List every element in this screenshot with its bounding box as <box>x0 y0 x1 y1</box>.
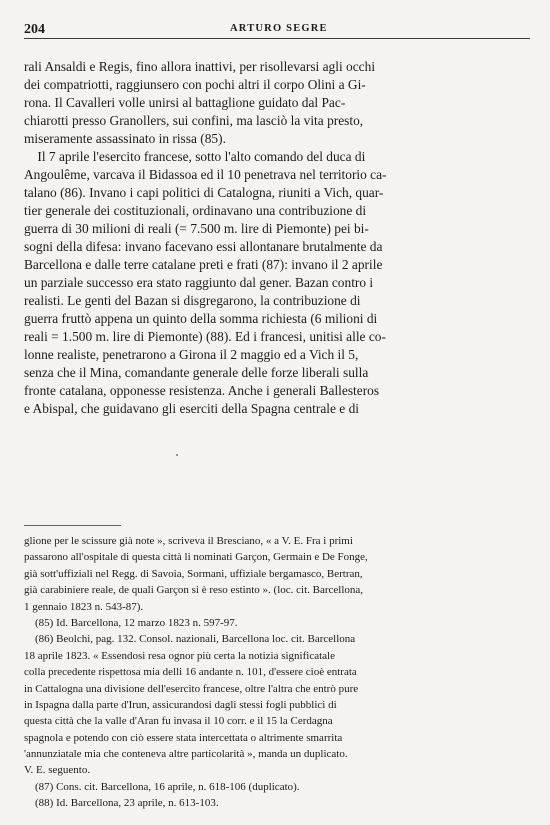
page-header <box>24 20 530 39</box>
text-line: fronte catalana, opponesse resistenza. Anche i generali Ballesteros <box>24 383 380 398</box>
text-line: miseramente assassinato in rissa (85). <box>24 131 226 146</box>
text-line: Barcellona e dalle terre catalane preti e frati (87): invano il 2 aprile <box>24 257 383 272</box>
footnote-line: in Ispagna dalla parte d'Irun, assicurandosi dagli stessi fogli pubblici di <box>24 698 337 711</box>
text-line: e Abispal, che guidavano gli eserciti della Spagna centrale e di <box>24 401 360 416</box>
text-line: Angoulême, varcava il Bidassoa ed il 10 penetrava nel territorio ca- <box>24 167 387 182</box>
footnote-line: questa città che la valle d'Aran fu invasa il 10 corr. e il 15 la Cerdagna <box>24 715 333 728</box>
footnotes <box>24 533 530 812</box>
text-line: sogni della difesa: invano facevano essi allontanare brutalmente da <box>24 239 383 254</box>
running-head: ARTURO SEGRE <box>230 23 328 34</box>
text-line: guerra fruttò appena un quinto della somma richiesta (6 milioni di <box>24 311 378 326</box>
text-line: talano (86). Invano i capi politici di Catalogna, riuniti a Vich, quar- <box>24 185 384 200</box>
text-line: Il 7 aprile l'esercito francese, sotto l'alto comando del duca di <box>24 149 366 164</box>
text-line: tier generale dei costituzionali, ordinavano una contribuzione di <box>24 203 367 218</box>
footnote-line: in Cattalogna una divisione dell'esercito francese, oltre l'altra che entrò pure <box>24 682 359 695</box>
footnote-line: 1 gennaio 1823 n. 543-87). <box>24 600 144 613</box>
text-line: senza che il Mina, comandante generale delle forze liberali sulla <box>24 365 369 380</box>
footnote-rule <box>24 525 121 526</box>
text-line: rona. Il Cavalleri volle unirsi al battaglione guidato dal Pac- <box>24 95 346 110</box>
footnote-line: già carabiniere reale, de quali Garçon si è reso estinto ». (loc. cit. Barcellona, <box>24 584 364 597</box>
footnote-line: già sott'uffiziali nel Regg. di Savoia, Sormani, uffiziale bergamasco, Bertran, <box>24 567 363 580</box>
footnote-line: passarono all'ospitale di questa città li nominati Garçon, Germain e De Fonge, <box>24 551 368 564</box>
footnote-line: glione per le scissure già note », scriveva il Bresciano, « a V. E. Fra i primi <box>24 535 353 547</box>
text-line: rali Ansaldi e Regis, fino allora inattivi, per risollevarsi agli occhi <box>24 59 376 74</box>
footnote-line: colla precedente rispettosa mia delli 16 andante n. 101, d'essere cioè entrata <box>24 666 357 679</box>
text-line: un parziale successo era stato raggiunto dal gener. Bazan contro i <box>24 275 374 290</box>
footnote-line: (85) Id. Barcellona, 12 marzo 1823 n. 597-97. <box>24 616 238 629</box>
text-line: realisti. Le genti del Bazan si disgregarono, la contribuzione di <box>24 293 361 308</box>
text-line: reali = 1.500 m. lire di Piemonte) (88). Ed i francesi, unitisi alle co- <box>24 329 386 344</box>
footnote-line: 18 aprile 1823. « Essendosi resa ognor più certa la notizia significatale <box>24 649 335 662</box>
footnote-line: V. E. seguento. <box>24 764 91 777</box>
ink-speck <box>176 454 178 456</box>
page-number: 204 <box>24 22 45 37</box>
footnote-line: (88) Id. Barcellona, 23 aprile, n. 613-103. <box>24 797 219 810</box>
footnote-line: (86) Beolchi, pag. 132. Consol. nazionali, Barcellona loc. cit. Barcellona <box>24 633 356 646</box>
footnote-line: 'annunziatale mia che conteneva altre particolarità », manda un duplicato. <box>24 748 348 761</box>
text-line: chiarotti presso Granollers, sui confini, ma lasciò la vita presto, <box>24 113 364 128</box>
footnote-line: (87) Cons. cit. Barcellona, 16 aprile, n. 618-106 (duplicato). <box>24 780 300 793</box>
text-line: lonne realiste, penetrarono a Girona il 2 maggio ed a Vich il 5, <box>24 347 359 362</box>
text-line: guerra di 30 milioni di reali (= 7.500 m. lire di Piemonte) pei bi- <box>24 221 369 236</box>
main-text <box>24 58 530 418</box>
text-line: dei compatriotti, raggiunsero con pochi altri il corpo Olini a Gi- <box>24 77 366 92</box>
footnote-line: spagnola e potendo con ciò essere stata intercettata o altrimente smarrita <box>24 731 343 744</box>
